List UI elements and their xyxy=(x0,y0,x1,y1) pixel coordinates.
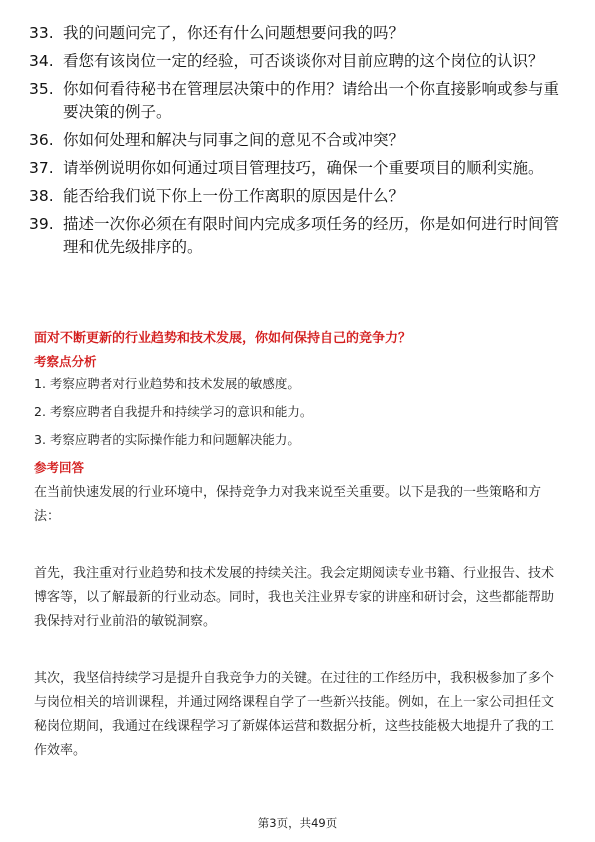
question-number: 39. xyxy=(29,215,54,233)
analysis-point: 2. 考察应聘者自我提升和持续学习的意识和能力。 xyxy=(34,404,313,419)
page-footer: 第3页，共49页 xyxy=(257,816,338,830)
question-number: 34. xyxy=(29,52,54,70)
list-item xyxy=(29,78,574,124)
question-list xyxy=(29,22,574,264)
question-number: 37. xyxy=(29,159,54,177)
question-text: 看您有该岗位一定的经验，可否谈谈你对目前应聘的这个岗位的认识？ xyxy=(63,52,544,70)
question-text: 我的问题问完了，你还有什么问题想要问我的吗？ xyxy=(63,24,405,42)
question-text: 你如何处理和解决与同事之间的意见不合或冲突？ xyxy=(63,131,405,149)
analysis-point: 3. 考察应聘者的实际操作能力和问题解决能力。 xyxy=(34,432,300,447)
question-text: 请举例说明你如何通过项目管理技巧，确保一个重要项目的顺利实施。 xyxy=(63,159,544,177)
answer-section xyxy=(34,329,562,763)
paragraph-spacer xyxy=(34,634,562,667)
list-item xyxy=(29,213,574,259)
question-number: 38. xyxy=(29,187,54,205)
section-question-title: 面对不断更新的行业趋势和技术发展，你如何保持自己的竞争力？ xyxy=(34,331,412,346)
question-number: 36. xyxy=(29,131,54,149)
list-item xyxy=(29,22,574,45)
question-text: 能否给我们说下你上一份工作离职的原因是什么？ xyxy=(63,187,405,205)
answer-heading: 参考回答 xyxy=(34,460,85,475)
question-text: 描述一次你必须在有限时间内完成多项任务的经历，你是如何进行时间管理和优先级排序的。 xyxy=(63,215,560,256)
analysis-heading: 考察点分析 xyxy=(34,354,97,369)
answer-paragraph: 首先，我注重对行业趋势和技术发展的持续关注。我会定期阅读专业书籍、行业报告、技术博客等，以了解最新的行业动态。同时，我也关注业界专家的讲座和研讨会，这些都能帮助我保持对行业前沿的敏锐洞察。 xyxy=(34,566,555,629)
answer-paragraph: 在当前快速发展的行业环境中，保持竞争力对我来说至关重要。以下是我的一些策略和方法： xyxy=(34,485,542,524)
list-item xyxy=(29,185,574,208)
list-item xyxy=(29,157,574,180)
question-text: 你如何看待秘书在管理层决策中的作用？请给出一个你直接影响或参与重要决策的例子。 xyxy=(63,80,560,121)
list-item xyxy=(29,50,574,73)
question-number: 33. xyxy=(29,24,54,42)
answer-paragraph: 其次，我坚信持续学习是提升自我竞争力的关键。在过往的工作经历中，我积极参加了多个与岗位相关的培训课程，并通过网络课程自学了一些新兴技能。例如，在上一家公司担任文秘岗位期间，我通过在线课程学习了新媒体运营和数据分析，这些技能极大地提升了我的工作效率。 xyxy=(34,671,555,758)
list-item xyxy=(29,129,574,152)
paragraph-spacer xyxy=(34,529,562,562)
analysis-point: 1. 考察应聘者对行业趋势和技术发展的敏感度。 xyxy=(34,376,300,391)
question-number: 35. xyxy=(29,80,54,98)
